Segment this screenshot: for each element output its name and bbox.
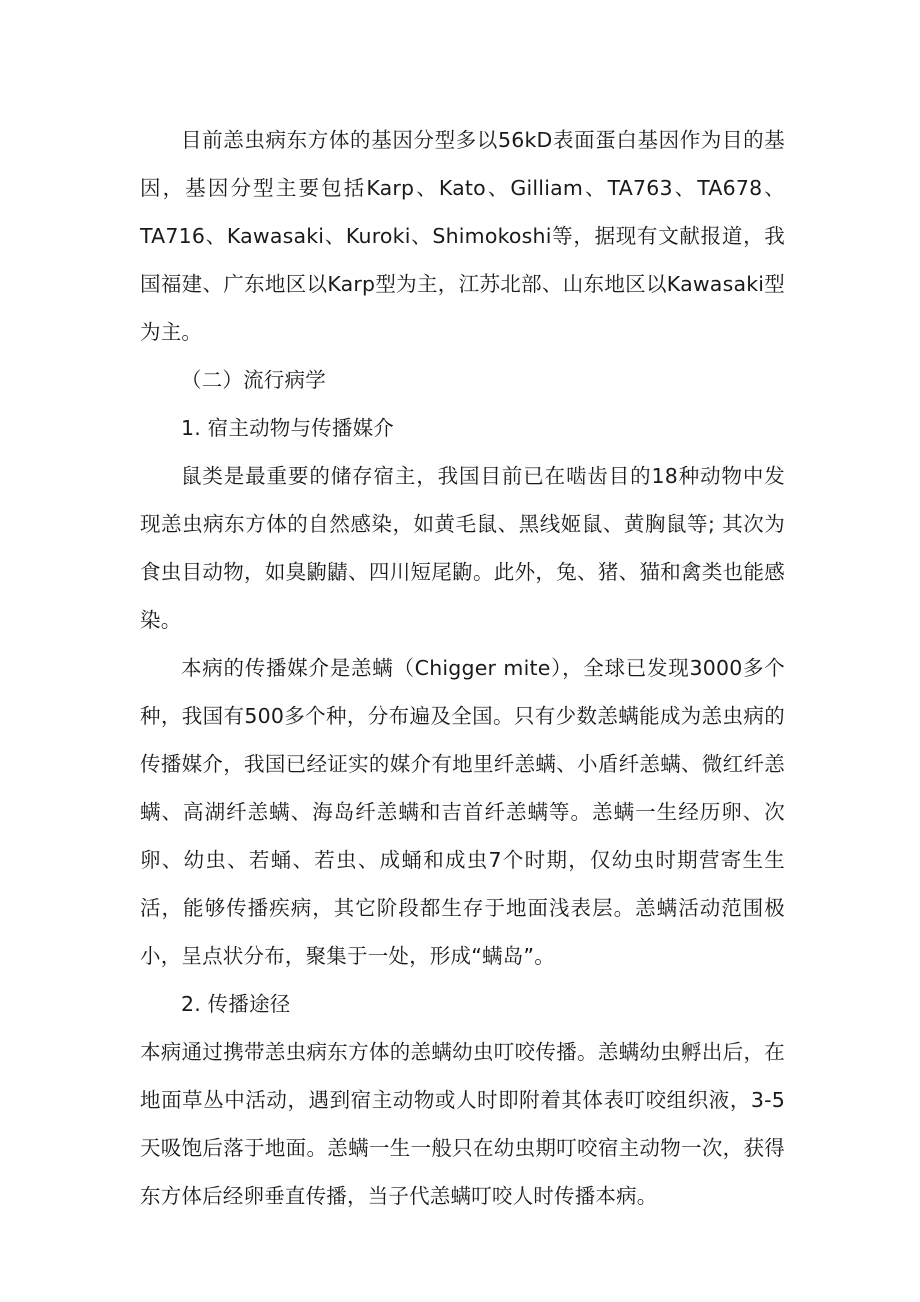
document-body bbox=[140, 116, 785, 1220]
paragraph-transmission: 本病通过携带恙虫病东方体的恙螨幼虫叮咬传播。恙螨幼虫孵出后，在地面草丛中活动，遇到宿主动物或人时即附着其体表叮咬组织液，3-5天吸饱后落于地面。恙螨一生一般只在幼虫期叮咬宿主动物一次，获得东方体后经卵垂直传播，当子代恙螨叮咬人时传播本病。 bbox=[140, 1040, 785, 1208]
paragraph-genotyping: 目前恙虫病东方体的基因分型多以56kD表面蛋白基因作为目的基因，基因分型主要包括Karp、Kato、Gilliam、TA763、TA678、TA716、Kawasaki、Kuroki、Shimokoshi等，据现有文献报道，我国福建、广东地区以Karp型为主，江苏北部、山东地区以Kawasaki型为主。 bbox=[140, 128, 785, 344]
section-heading-epidemiology: （二）流行病学 bbox=[181, 368, 326, 392]
paragraph-chigger-vectors: 本病的传播媒介是恙螨（Chigger mite），全球已发现3000多个种，我国有500多个种，分布遍及全国。只有少数恙螨能成为恙虫病的传播媒介，我国已经证实的媒介有地里纤恙螨、小盾纤恙螨、微红纤恙螨、高湖纤恙螨、海岛纤恙螨和吉首纤恙螨等。恙螨一生经历卵、次卵、幼虫、若蛹、若虫、成蛹和成虫7个时期，仅幼虫时期营寄生生活，能够传播疾病，其它阶段都生存于地面浅表层。恙螨活动范围极小，呈点状分布，聚集于一处，形成“螨岛”。 bbox=[140, 656, 785, 968]
subheading-transmission-route: 2. 传播途径 bbox=[181, 992, 291, 1016]
paragraph-reservoir-hosts: 鼠类是最重要的储存宿主，我国目前已在啮齿目的18种动物中发现恙虫病东方体的自然感染，如黄毛鼠、黑线姬鼠、黄胸鼠等; 其次为食虫目动物，如臭鼩鼱、四川短尾鼩。此外，兔、猪、猫和禽类也能感染。 bbox=[140, 464, 785, 632]
subheading-hosts-vectors: 1. 宿主动物与传播媒介 bbox=[181, 416, 394, 440]
